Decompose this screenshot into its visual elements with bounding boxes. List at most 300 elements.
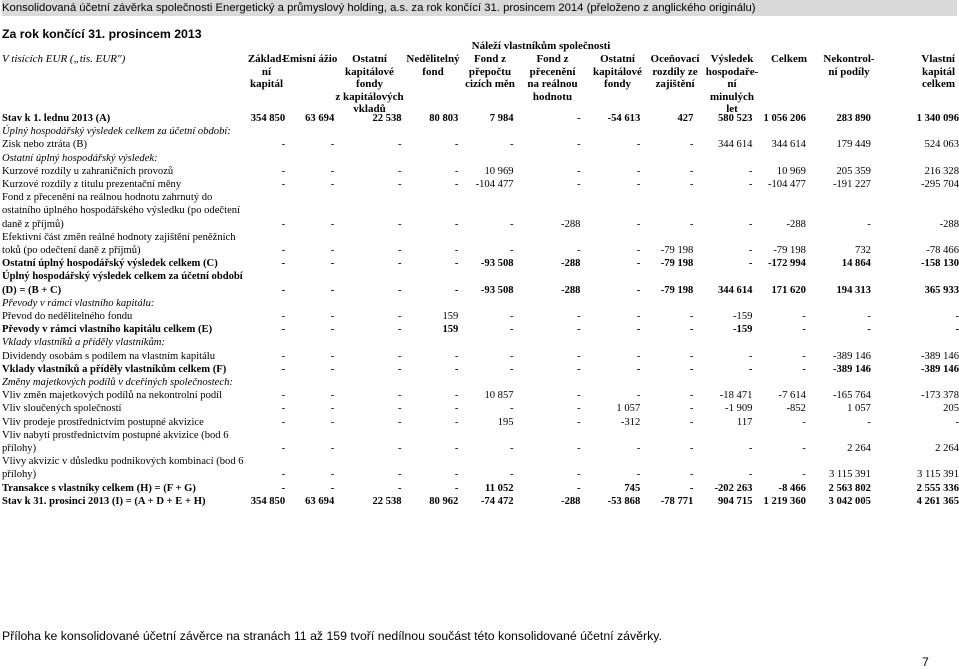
- cell-value: -8 466: [778, 482, 806, 494]
- cell-value: [248, 336, 285, 349]
- cell-value: -93 508: [480, 258, 514, 270]
- cell-value: -: [802, 363, 806, 375]
- column-header: Nekontrol- ní podíly: [823, 53, 875, 78]
- cell-value: -: [689, 390, 694, 402]
- cell-value: -: [330, 482, 335, 494]
- cell-value: -: [636, 390, 641, 402]
- cell-value: -: [330, 179, 335, 191]
- units-label: V tisících EUR („tis. EUR"): [2, 53, 126, 65]
- row-label: Stav k 1. lednu 2013 (A): [2, 113, 111, 124]
- cell-value: [458, 336, 513, 349]
- cell-value: -: [689, 363, 694, 375]
- table-row: [2, 429, 959, 455]
- cell-value: -: [636, 311, 641, 323]
- cell-value: -: [576, 416, 581, 428]
- row-label: Dividendy osobám s podílem na vlastním kapitálu: [2, 350, 216, 362]
- cell-value: -: [510, 350, 514, 362]
- cell-value: 3 115 391: [828, 469, 871, 481]
- cell-value: -: [281, 258, 286, 270]
- cell-value: 14 864: [841, 258, 871, 270]
- cell-value: 195: [497, 416, 514, 428]
- cell-value: -104 477: [767, 179, 806, 191]
- cell-value: -: [281, 469, 286, 481]
- row-label: Transakce s vlastníky celkem (H) = (F + G): [2, 482, 196, 494]
- cell-value: -1 909: [725, 403, 753, 415]
- cell-value: [806, 297, 871, 310]
- cell-value: -: [510, 218, 514, 230]
- cell-value: 1 057: [847, 403, 871, 415]
- row-label: Ostatní úplný hospodářský výsledek:: [2, 152, 158, 164]
- row-label: Převod do nedělitelného fondu: [2, 311, 133, 323]
- cell-value: 3 042 005: [828, 495, 871, 507]
- cell-value: [693, 376, 752, 389]
- cell-value: -: [955, 311, 959, 323]
- cell-value: -: [281, 179, 286, 191]
- row-label: Převody v rámci vlastního kapitálu celkem (E): [2, 324, 213, 336]
- table-row: [2, 416, 959, 429]
- cell-value: -: [748, 258, 753, 270]
- cell-value: -7 614: [778, 390, 806, 402]
- column-header: Výsledek hospodaře- ní minulých let: [705, 53, 759, 115]
- cell-value: [285, 336, 334, 349]
- table-row: [2, 297, 959, 310]
- cell-value: -: [689, 324, 694, 336]
- cell-value: -: [454, 258, 459, 270]
- cell-value: [752, 125, 806, 138]
- cell-value: 745: [624, 482, 641, 494]
- cell-value: -: [636, 324, 641, 336]
- table-row: [2, 112, 959, 125]
- cell-value: -: [398, 165, 402, 177]
- cell-value: -: [330, 324, 335, 336]
- table-row: [2, 231, 959, 257]
- table-row: [2, 310, 959, 323]
- cell-value: 732: [855, 245, 871, 257]
- cell-value: -: [330, 258, 335, 270]
- cell-value: -: [636, 218, 641, 230]
- column-header: Fond z přecenění na reálnou hodnotu: [527, 53, 578, 103]
- cell-value: -: [510, 443, 514, 455]
- cell-value: -: [454, 350, 459, 362]
- cell-value: [693, 125, 752, 138]
- cell-value: 365 933: [924, 284, 959, 296]
- cell-value: -: [748, 350, 753, 362]
- cell-value: [514, 336, 581, 349]
- cell-value: 10 857: [484, 390, 514, 402]
- cell-value: [693, 336, 752, 349]
- cell-value: 354 850: [250, 495, 286, 507]
- cell-value: 1 340 096: [916, 113, 959, 124]
- cell-value: -: [802, 469, 806, 481]
- table-row: [2, 152, 959, 165]
- cell-value: [640, 125, 693, 138]
- cell-value: -: [454, 482, 459, 494]
- cell-value: -159: [733, 311, 753, 323]
- cell-value: -: [689, 165, 694, 177]
- cell-value: [458, 125, 513, 138]
- cell-value: -: [748, 469, 753, 481]
- cell-value: -: [510, 363, 514, 375]
- cell-value: 427: [677, 113, 694, 124]
- column-header: Emisní ážio: [282, 53, 338, 65]
- cell-value: -: [330, 403, 335, 415]
- cell-value: -: [802, 324, 806, 336]
- cell-value: 159: [442, 324, 459, 336]
- cell-value: -: [281, 416, 286, 428]
- cell-value: -: [802, 416, 806, 428]
- cell-value: -: [576, 403, 581, 415]
- column-header: Základ- ní kapitál: [247, 53, 286, 90]
- cell-value: -: [398, 469, 402, 481]
- cell-value: 63 694: [305, 495, 335, 507]
- cell-value: -: [398, 416, 402, 428]
- cell-value: -: [510, 139, 514, 151]
- cell-value: -: [398, 179, 402, 191]
- cell-value: 80 803: [429, 113, 459, 124]
- cell-value: -: [454, 403, 459, 415]
- cell-value: -: [281, 482, 286, 494]
- cell-value: -191 227: [832, 179, 871, 191]
- cell-value: 7 984: [489, 113, 514, 124]
- cell-value: [402, 297, 459, 310]
- table-row: [2, 495, 959, 508]
- cell-value: [640, 297, 693, 310]
- column-header: Ostatní kapitálové fondy z kapitálových vkladů: [335, 53, 404, 115]
- table-row: [2, 257, 959, 270]
- row-label: Efektivní část změn reálné hodnoty zajištění peněžních toků (po odečtení daně z příjmů): [2, 231, 236, 257]
- cell-value: -: [398, 403, 402, 415]
- cell-value: -389 146: [921, 350, 959, 362]
- row-label: Vliv změn majetkových podílů na nekontrolní podíl: [2, 390, 223, 402]
- page-title: Za rok končící 31. prosincem 2013: [2, 27, 202, 41]
- table-row: [2, 125, 959, 138]
- cell-value: -79 198: [773, 245, 806, 257]
- cell-value: [334, 125, 401, 138]
- cell-value: -54 613: [607, 113, 641, 124]
- cell-value: [640, 376, 693, 389]
- cell-value: -: [576, 482, 581, 494]
- cell-value: [402, 336, 459, 349]
- cell-value: -: [748, 165, 753, 177]
- cell-value: -: [802, 443, 806, 455]
- cell-value: -: [867, 416, 871, 428]
- cell-value: -: [576, 179, 581, 191]
- cell-value: -: [955, 416, 959, 428]
- cell-value: -: [636, 139, 641, 151]
- cell-value: 10 969: [484, 165, 514, 177]
- cell-value: [285, 376, 334, 389]
- cell-value: 10 969: [776, 165, 806, 177]
- column-header: Nedělitelný fond: [406, 53, 460, 78]
- cell-value: [458, 152, 513, 165]
- table-row: [2, 455, 959, 481]
- cell-value: -389 146: [832, 350, 871, 362]
- cell-value: [514, 125, 581, 138]
- cell-value: -288: [786, 218, 806, 230]
- table-row: [2, 191, 959, 231]
- table-row: [2, 138, 959, 151]
- cell-value: -: [689, 482, 694, 494]
- cell-value: -: [330, 390, 335, 402]
- cell-value: -: [281, 218, 286, 230]
- cell-value: -: [398, 482, 402, 494]
- cell-value: -: [576, 324, 581, 336]
- cell-value: -: [636, 350, 641, 362]
- cell-value: -: [636, 443, 641, 455]
- cell-value: [752, 297, 806, 310]
- cell-value: -: [636, 363, 641, 375]
- cell-value: -18 471: [719, 390, 753, 402]
- cell-value: -: [330, 245, 335, 257]
- cell-value: -: [576, 363, 581, 375]
- cell-value: [640, 336, 693, 349]
- cell-value: -389 146: [832, 363, 871, 375]
- column-header: Fond z přepočtu cizích měn: [465, 53, 515, 90]
- cell-value: -: [398, 350, 402, 362]
- cell-value: [871, 297, 959, 310]
- cell-value: -295 704: [921, 179, 959, 191]
- cell-value: -: [867, 311, 871, 323]
- cell-value: 344 614: [717, 284, 753, 296]
- cell-value: [640, 152, 693, 165]
- cell-value: -: [454, 390, 459, 402]
- row-label: Zisk nebo ztráta (B): [2, 139, 88, 151]
- footer-note: Příloha ke konsolidované účetní závěrce na stranách 11 až 159 tvoří nedílnou součást této konsolidované účetní závěrky.: [2, 629, 662, 643]
- cell-value: -: [576, 311, 581, 323]
- cell-value: [752, 152, 806, 165]
- cell-value: -288: [561, 218, 581, 230]
- cell-value: -: [689, 416, 694, 428]
- cell-value: -: [689, 218, 694, 230]
- cell-value: -: [281, 403, 286, 415]
- cell-value: -: [330, 363, 335, 375]
- row-label: Úplný hospodářský výsledek celkem za účetní období:: [2, 126, 231, 138]
- cell-value: -: [281, 363, 286, 375]
- cell-value: [285, 152, 334, 165]
- row-label: Převody v rámci vlastního kapitálu:: [2, 297, 155, 309]
- cell-value: -: [398, 443, 402, 455]
- cell-value: -: [281, 390, 286, 402]
- cell-value: -: [802, 350, 806, 362]
- cell-value: -172 994: [767, 258, 806, 270]
- equity-statement-table: [2, 112, 959, 508]
- cell-value: -288: [561, 284, 581, 296]
- cell-value: -165 764: [832, 390, 871, 402]
- cell-value: -: [576, 350, 581, 362]
- cell-value: -852: [786, 403, 806, 415]
- row-label: Vklady vlastníků a příděly vlastníkům celkem (F): [2, 363, 227, 375]
- cell-value: 354 850: [250, 113, 286, 124]
- cell-value: -: [510, 324, 514, 336]
- cell-value: 1 219 360: [763, 495, 806, 507]
- cell-value: -: [454, 139, 459, 151]
- cell-value: -: [636, 469, 641, 481]
- cell-value: -288: [561, 495, 581, 507]
- column-header: Celkem: [770, 53, 808, 65]
- cell-value: 63 694: [305, 113, 335, 124]
- cell-value: 205: [943, 403, 959, 415]
- cell-value: -: [330, 218, 335, 230]
- cell-value: 205 359: [836, 165, 871, 177]
- cell-value: [514, 376, 581, 389]
- cell-value: [580, 297, 640, 310]
- cell-value: [402, 376, 459, 389]
- cell-value: -: [510, 403, 514, 415]
- cell-value: -: [330, 284, 335, 296]
- row-label: Kurzové rozdíly u zahraničních provozů: [2, 165, 174, 177]
- cell-value: -: [454, 179, 459, 191]
- cell-value: -: [454, 165, 459, 177]
- cell-value: -: [636, 179, 641, 191]
- table-row: [2, 350, 959, 363]
- cell-value: [334, 376, 401, 389]
- cell-value: 22 538: [372, 113, 402, 124]
- cell-value: [752, 376, 806, 389]
- cell-value: -: [576, 113, 581, 124]
- cell-value: -: [576, 139, 581, 151]
- cell-value: -: [636, 284, 641, 296]
- cell-value: -: [330, 165, 335, 177]
- cell-value: -: [454, 469, 459, 481]
- cell-value: 117: [736, 416, 753, 428]
- row-label: Úplný hospodářský výsledek celkem za účetní období (D) = (B + C): [2, 271, 243, 296]
- cell-value: [693, 297, 752, 310]
- cell-value: -: [398, 311, 402, 323]
- cell-value: [514, 152, 581, 165]
- row-label: Vliv prodeje prostřednictvím postupné akvizice: [2, 416, 204, 428]
- cell-value: -: [281, 324, 286, 336]
- table-row: [2, 165, 959, 178]
- cell-value: -288: [939, 218, 959, 230]
- cell-value: -: [689, 469, 694, 481]
- group-header: Náleží vlastníkům společnosti: [471, 40, 611, 52]
- cell-value: -: [576, 165, 581, 177]
- row-label: Vlivy akvizic v důsledku podnikových kombinací (bod 6 přílohy): [2, 456, 244, 481]
- cell-value: -: [689, 179, 694, 191]
- cell-value: -: [454, 284, 459, 296]
- cell-value: -53 868: [607, 495, 641, 507]
- cell-value: 179 449: [836, 139, 871, 151]
- cell-value: [580, 125, 640, 138]
- row-label: Vklady vlastníků a příděly vlastníkům:: [2, 337, 165, 349]
- cell-value: -: [281, 165, 286, 177]
- table-row: [2, 270, 959, 296]
- cell-value: [248, 376, 285, 389]
- cell-value: [248, 297, 285, 310]
- row-label: Kurzové rozdíly z titulu prezentační měny: [2, 179, 182, 191]
- cell-value: 2 264: [935, 443, 959, 455]
- cell-value: -173 378: [921, 390, 959, 402]
- cell-value: -288: [561, 258, 581, 270]
- cell-value: -: [748, 443, 753, 455]
- cell-value: -: [510, 469, 514, 481]
- document-banner: Konsolidovaná účetní závěrka společnosti Energetický a průmyslový holding, a.s. za rok končící 31. prosincem 2014 (přeloženo z anglického originálu): [2, 0, 957, 16]
- cell-value: -: [748, 218, 753, 230]
- cell-value: -79 198: [660, 258, 694, 270]
- cell-value: 2 555 336: [916, 482, 959, 494]
- cell-value: -: [330, 350, 335, 362]
- cell-value: -: [398, 324, 402, 336]
- cell-value: 216 328: [924, 165, 959, 177]
- cell-value: 1 057: [616, 403, 641, 415]
- column-header: Oceňovací rozdíly ze zajištění: [650, 53, 700, 90]
- cell-value: 2 264: [847, 443, 871, 455]
- cell-value: -: [689, 311, 694, 323]
- cell-value: -: [281, 443, 286, 455]
- table-row: [2, 376, 959, 389]
- cell-value: -: [330, 139, 335, 151]
- cell-value: -158 130: [921, 258, 959, 270]
- cell-value: -: [510, 245, 514, 257]
- cell-value: [580, 152, 640, 165]
- cell-value: -: [398, 363, 402, 375]
- cell-value: -: [576, 390, 581, 402]
- cell-value: -: [636, 165, 641, 177]
- cell-value: -: [330, 416, 335, 428]
- cell-value: -104 477: [475, 179, 514, 191]
- cell-value: [248, 152, 285, 165]
- cell-value: 171 620: [771, 284, 806, 296]
- cell-value: [402, 152, 459, 165]
- table-row: [2, 482, 959, 495]
- cell-value: -: [576, 245, 581, 257]
- cell-value: -: [281, 284, 286, 296]
- cell-value: [514, 297, 581, 310]
- cell-value: -312: [620, 416, 641, 428]
- cell-value: [285, 125, 334, 138]
- cell-value: -: [689, 139, 694, 151]
- cell-value: -: [398, 139, 402, 151]
- column-header: Vlastní kapitál celkem: [921, 53, 955, 90]
- cell-value: 11 052: [485, 482, 514, 494]
- table-row: [2, 363, 959, 376]
- cell-value: -: [510, 311, 514, 323]
- cell-value: -: [689, 443, 694, 455]
- cell-value: [806, 125, 871, 138]
- cell-value: [806, 336, 871, 349]
- row-label: Fond z přecenění na reálnou hodnotu zahrnutý do ostatního úplného hospodářského výsledku (po odečtení daně z příjmů): [2, 192, 241, 230]
- cell-value: [248, 125, 285, 138]
- cell-value: -: [281, 311, 286, 323]
- cell-value: [334, 152, 401, 165]
- cell-value: [871, 152, 959, 165]
- cell-value: -: [281, 245, 286, 257]
- cell-value: -93 508: [480, 284, 514, 296]
- cell-value: -: [330, 469, 335, 481]
- cell-value: -: [636, 258, 641, 270]
- cell-value: -74 472: [480, 495, 514, 507]
- table-row: [2, 178, 959, 191]
- cell-value: [871, 336, 959, 349]
- row-label: Vliv sloučených společností: [2, 403, 122, 415]
- row-label: Ostatní úplný hospodářský výsledek celkem (C): [2, 258, 218, 270]
- cell-value: -78 771: [660, 495, 694, 507]
- cell-value: -: [748, 245, 753, 257]
- cell-value: -159: [733, 324, 753, 336]
- cell-value: -79 198: [660, 245, 694, 257]
- table-row: [2, 336, 959, 349]
- cell-value: 4 261 365: [916, 495, 959, 507]
- cell-value: -389 146: [921, 363, 959, 375]
- cell-value: -: [689, 403, 694, 415]
- cell-value: -: [454, 443, 459, 455]
- cell-value: 2 563 802: [828, 482, 871, 494]
- cell-value: -: [398, 284, 402, 296]
- cell-value: [806, 152, 871, 165]
- cell-value: [334, 336, 401, 349]
- cell-value: 524 063: [924, 139, 959, 151]
- row-label: Změny majetkových podílů v dceřiných společnostech:: [2, 377, 233, 389]
